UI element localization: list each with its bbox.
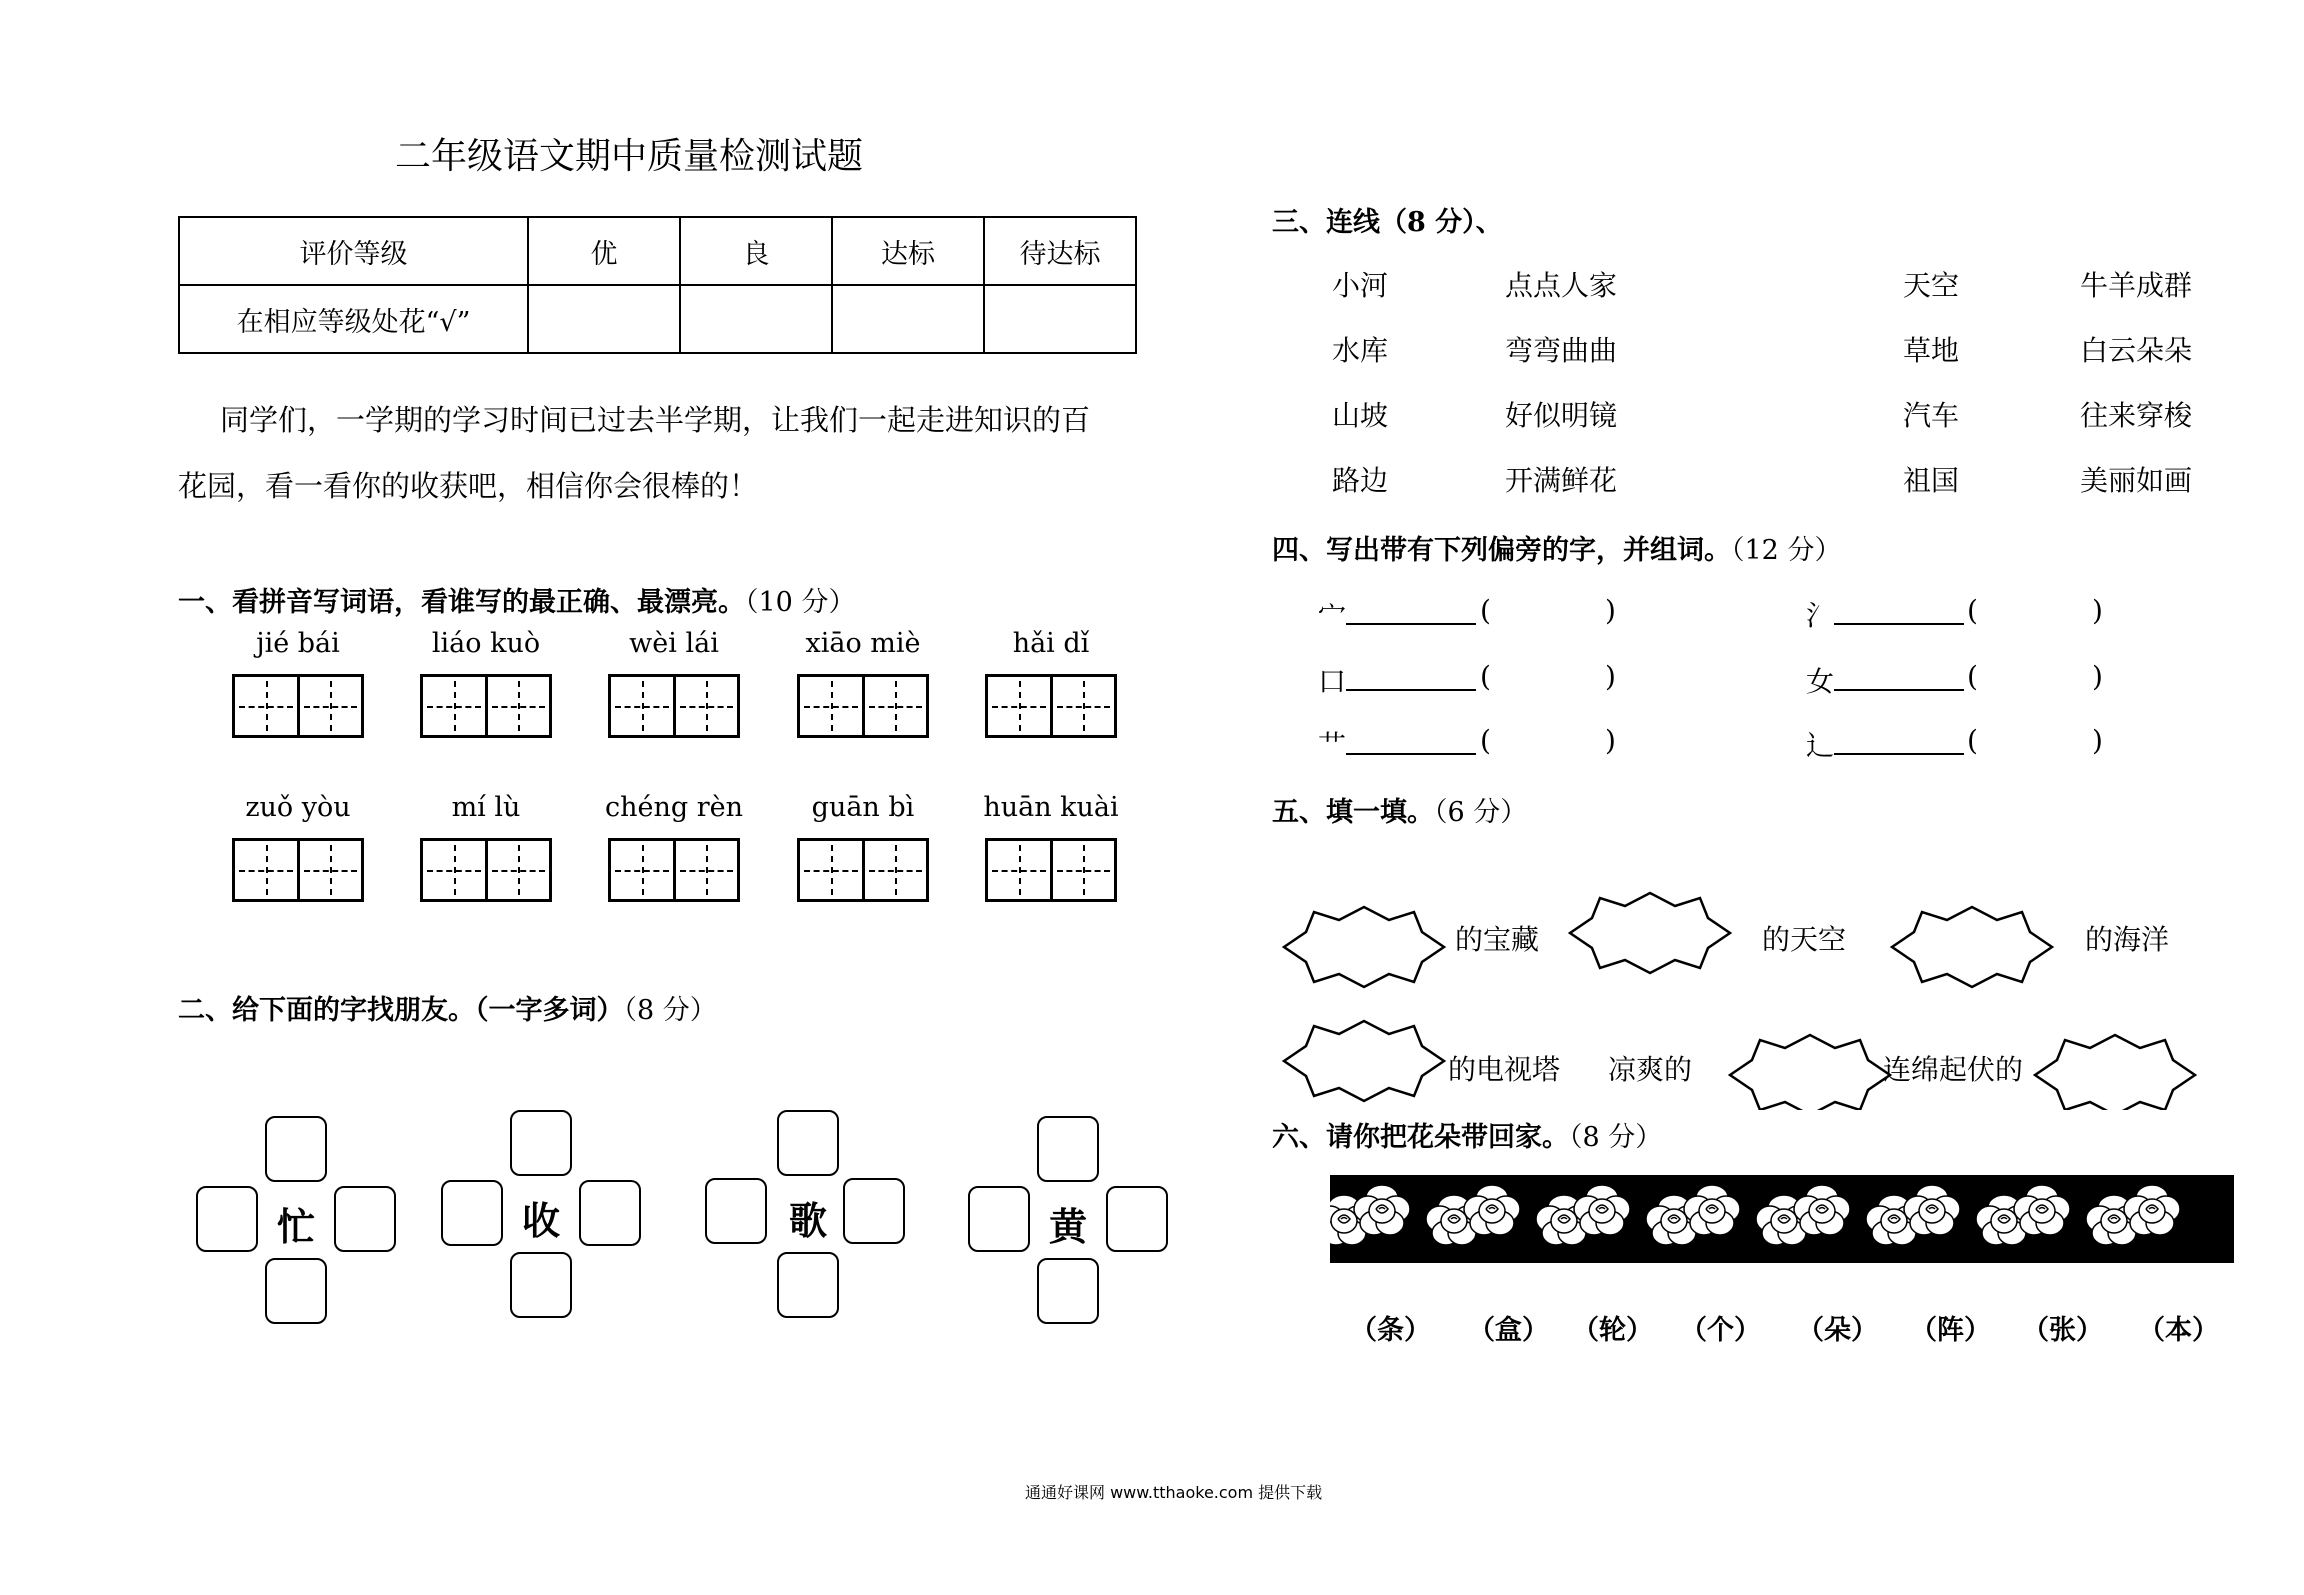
measure-word[interactable]: （条） <box>1350 1315 1431 1346</box>
tian-cell[interactable] <box>673 841 738 899</box>
fill-phrase: 连绵起伏的 <box>1883 1053 2024 1086</box>
star-blank-3[interactable] <box>1892 907 2052 987</box>
star-blank-1[interactable] <box>1284 907 1444 987</box>
tian-cell[interactable] <box>800 677 862 735</box>
grade-table-row <box>179 285 1136 353</box>
intro-line-2: 花园，看一看你的收获吧，相信你会很棒的！ <box>178 469 759 503</box>
tian-grid[interactable] <box>985 674 1117 738</box>
flower-icon <box>1574 1185 1630 1235</box>
tian-cell[interactable] <box>235 841 297 899</box>
center-character: 黄 <box>1048 1204 1087 1249</box>
match-word[interactable]: 好似明镜 <box>1505 399 1618 432</box>
match-word[interactable]: 草地 <box>1903 334 1960 367</box>
grade-header-cell: 待达标 <box>984 217 1136 285</box>
pinyin-label: hǎi dǐ <box>1012 628 1090 659</box>
radical-item <box>1318 724 1476 764</box>
pinyin-label: wèi lái <box>629 628 719 659</box>
tian-cell[interactable] <box>235 677 297 735</box>
friend-word-box[interactable] <box>1037 1116 1099 1182</box>
section2-heading <box>178 988 717 1027</box>
section2-score: （8 分） <box>623 995 717 1026</box>
tian-grid[interactable] <box>985 838 1117 902</box>
friend-word-box[interactable] <box>265 1258 327 1324</box>
tian-cell[interactable] <box>485 841 550 899</box>
pinyin-label: mí lù <box>451 792 521 823</box>
radical-char: 辶 <box>1806 729 1835 762</box>
pinyin-label: guān bì <box>811 792 915 823</box>
measure-word[interactable]: （阵） <box>1910 1315 1991 1346</box>
section5-score: （6 分） <box>1434 797 1528 828</box>
flower-icon <box>2014 1185 2070 1235</box>
tian-cell[interactable] <box>988 841 1050 899</box>
character-blank[interactable] <box>1346 665 1476 691</box>
paren-open: ( <box>1967 724 1978 757</box>
section6-heading-text: 六、请你把花朵带回家。 <box>1272 1122 1569 1153</box>
section6-heading <box>1272 1115 1662 1154</box>
flower-icon <box>2124 1185 2180 1235</box>
match-word[interactable]: 白云朵朵 <box>2080 334 2193 367</box>
friend-word-box[interactable] <box>510 1110 572 1176</box>
footer-text: 通通好课网 www.tthaoke.com 提供下载 <box>1025 1483 1323 1502</box>
star-blanks <box>1270 870 2200 1110</box>
section1-heading <box>178 580 855 619</box>
character-blank[interactable] <box>1834 599 1964 625</box>
radical-char: 艹 <box>1318 729 1347 762</box>
character-blank[interactable] <box>1346 599 1476 625</box>
tian-cell[interactable] <box>862 841 927 899</box>
radical-item <box>1806 594 1964 634</box>
match-word[interactable]: 点点人家 <box>1505 269 1618 302</box>
friend-word-box[interactable] <box>968 1186 1030 1252</box>
tian-grid[interactable] <box>608 674 740 738</box>
fill-phrase: 的天空 <box>1762 923 1847 956</box>
match-word[interactable]: 往来穿梭 <box>2080 399 2193 432</box>
paren-open: ( <box>1480 594 1491 627</box>
grade-table <box>178 216 1137 354</box>
star-blank-5[interactable] <box>1730 1035 1890 1110</box>
star-blank-2[interactable] <box>1570 893 1730 973</box>
radical-item <box>1318 594 1476 634</box>
match-word[interactable]: 水库 <box>1332 334 1389 367</box>
grade-mark-cell[interactable] <box>528 285 680 353</box>
match-word[interactable]: 开满鲜花 <box>1505 464 1618 497</box>
tian-cell[interactable] <box>1050 841 1115 899</box>
friend-word-box[interactable] <box>843 1178 905 1244</box>
match-word[interactable]: 汽车 <box>1903 399 1960 432</box>
match-word[interactable]: 路边 <box>1332 464 1389 497</box>
friend-word-box[interactable] <box>777 1252 839 1318</box>
tian-cell[interactable] <box>423 841 485 899</box>
friend-word-box[interactable] <box>441 1180 503 1246</box>
paren-close: ) <box>1605 594 1616 627</box>
character-blank[interactable] <box>1834 665 1964 691</box>
star-blank-6[interactable] <box>2035 1035 2195 1110</box>
radical-item <box>1318 660 1476 700</box>
intro-line-1: 同学们，一学期的学习时间已过去半学期，让我们一起走进知识的百 <box>220 403 1091 437</box>
friend-word-box[interactable] <box>777 1110 839 1176</box>
fill-phrase: 的宝藏 <box>1455 923 1540 956</box>
grade-mark-cell[interactable] <box>832 285 984 353</box>
match-word[interactable]: 天空 <box>1903 269 1960 302</box>
paren-close: ) <box>2092 594 2103 627</box>
tian-cell[interactable] <box>800 841 862 899</box>
flower-band <box>1330 1175 2234 1263</box>
tian-grid[interactable] <box>797 674 929 738</box>
star-blank-4[interactable] <box>1284 1021 1444 1101</box>
measure-word[interactable]: （盒） <box>1468 1315 1549 1346</box>
tian-grid[interactable] <box>608 838 740 902</box>
radical-char: 氵 <box>1806 599 1835 632</box>
fill-phrase: 的海洋 <box>2085 923 2170 956</box>
match-word[interactable]: 弯弯曲曲 <box>1505 334 1618 367</box>
tian-cell[interactable] <box>297 677 362 735</box>
radical-item <box>1806 724 1964 764</box>
grade-mark-cell[interactable] <box>984 285 1136 353</box>
section4-heading-text: 四、写出带有下列偏旁的字，并组词。 <box>1272 535 1731 566</box>
section5-heading <box>1272 790 1527 829</box>
friend-word-box[interactable] <box>705 1178 767 1244</box>
tian-grid[interactable] <box>232 838 364 902</box>
friend-word-box[interactable] <box>510 1252 572 1318</box>
tian-cell[interactable] <box>673 677 738 735</box>
tian-grid[interactable] <box>420 674 552 738</box>
paren-close: ) <box>1605 724 1616 757</box>
tian-cell[interactable] <box>611 677 673 735</box>
flower-icon <box>1464 1185 1520 1235</box>
paren-close: ) <box>2092 660 2103 693</box>
center-character: 歌 <box>788 1198 827 1243</box>
fill-phrase: 凉爽的 <box>1608 1053 1693 1086</box>
section4-score: （12 分） <box>1731 535 1842 566</box>
flower-icon <box>1794 1185 1850 1235</box>
flower-icon <box>1904 1185 1960 1235</box>
pinyin-label: huān kuài <box>983 792 1119 823</box>
radical-char: 女 <box>1806 665 1835 698</box>
center-character: 忙 <box>276 1204 315 1249</box>
page-title: 二年级语文期中质量检测试题 <box>395 136 864 177</box>
match-word[interactable]: 牛羊成群 <box>2080 269 2193 302</box>
tian-cell[interactable] <box>988 677 1050 735</box>
grade-header-cell: 优 <box>528 217 680 285</box>
pinyin-label: chéng rèn <box>604 792 744 823</box>
match-word[interactable]: 山坡 <box>1332 399 1389 432</box>
radical-item <box>1806 660 1964 700</box>
flower-icon <box>1684 1185 1740 1235</box>
paren-open: ( <box>1967 660 1978 693</box>
grade-table-header-row <box>179 217 1136 285</box>
fill-phrase: 的电视塔 <box>1448 1053 1561 1086</box>
pinyin-label: liáo kuò <box>431 628 541 659</box>
section3-heading: 三、连线（8 分）、 <box>1272 207 1503 238</box>
paren-close: ) <box>1605 660 1616 693</box>
tian-cell[interactable] <box>1050 677 1115 735</box>
section1-heading-text: 一、看拼音写词语，看谁写的最正确、最漂亮。 <box>178 587 745 618</box>
grade-header-cell: 达标 <box>832 217 984 285</box>
friend-word-box[interactable] <box>1037 1258 1099 1324</box>
pinyin-label: xiāo miè <box>805 628 921 659</box>
match-word[interactable]: 小河 <box>1332 269 1389 302</box>
measure-word[interactable]: （轮） <box>1572 1315 1653 1346</box>
grade-header-cell: 评价等级 <box>179 217 528 285</box>
grade-row-label: 在相应等级处花“√” <box>179 285 528 353</box>
paren-open: ( <box>1480 724 1491 757</box>
radical-char: 口 <box>1318 665 1347 698</box>
pinyin-label: jié bái <box>256 628 340 659</box>
paren-open: ( <box>1967 594 1978 627</box>
tian-cell[interactable] <box>862 677 927 735</box>
radical-char: 宀 <box>1318 599 1347 632</box>
flower-row <box>1330 1175 2234 1263</box>
measure-word[interactable]: （个） <box>1680 1315 1761 1346</box>
character-blank[interactable] <box>1346 729 1476 755</box>
section4-heading <box>1272 528 1841 567</box>
match-word[interactable]: 美丽如画 <box>2080 464 2193 497</box>
friend-word-box[interactable] <box>334 1186 396 1252</box>
tian-cell[interactable] <box>611 841 673 899</box>
section2-heading-text: 二、给下面的字找朋友。（一字多词） <box>178 995 624 1026</box>
tian-cell[interactable] <box>297 841 362 899</box>
tian-grid[interactable] <box>797 838 929 902</box>
section5-heading-text: 五、填一填。 <box>1272 797 1434 828</box>
measure-word[interactable]: （本） <box>2138 1315 2219 1346</box>
friend-word-box[interactable] <box>1106 1186 1168 1252</box>
center-character: 收 <box>521 1198 560 1243</box>
section1-score: （10 分） <box>745 587 856 618</box>
measure-word[interactable]: （张） <box>2022 1315 2103 1346</box>
friend-word-box[interactable] <box>265 1116 327 1182</box>
grade-mark-cell[interactable] <box>680 285 832 353</box>
match-word[interactable]: 祖国 <box>1903 464 1960 497</box>
friend-word-box[interactable] <box>196 1186 258 1252</box>
paren-close: ) <box>2092 724 2103 757</box>
friend-word-box[interactable] <box>579 1180 641 1246</box>
character-blank[interactable] <box>1834 729 1964 755</box>
tian-cell[interactable] <box>485 677 550 735</box>
paren-open: ( <box>1480 660 1491 693</box>
tian-cell[interactable] <box>423 677 485 735</box>
grade-header-cell: 良 <box>680 217 832 285</box>
section6-score: （8 分） <box>1569 1122 1663 1153</box>
tian-grid[interactable] <box>420 838 552 902</box>
measure-word[interactable]: （朵） <box>1797 1315 1878 1346</box>
pinyin-label: zuǒ yòu <box>245 792 351 823</box>
flower-icon <box>1354 1185 1410 1235</box>
tian-grid[interactable] <box>232 674 364 738</box>
